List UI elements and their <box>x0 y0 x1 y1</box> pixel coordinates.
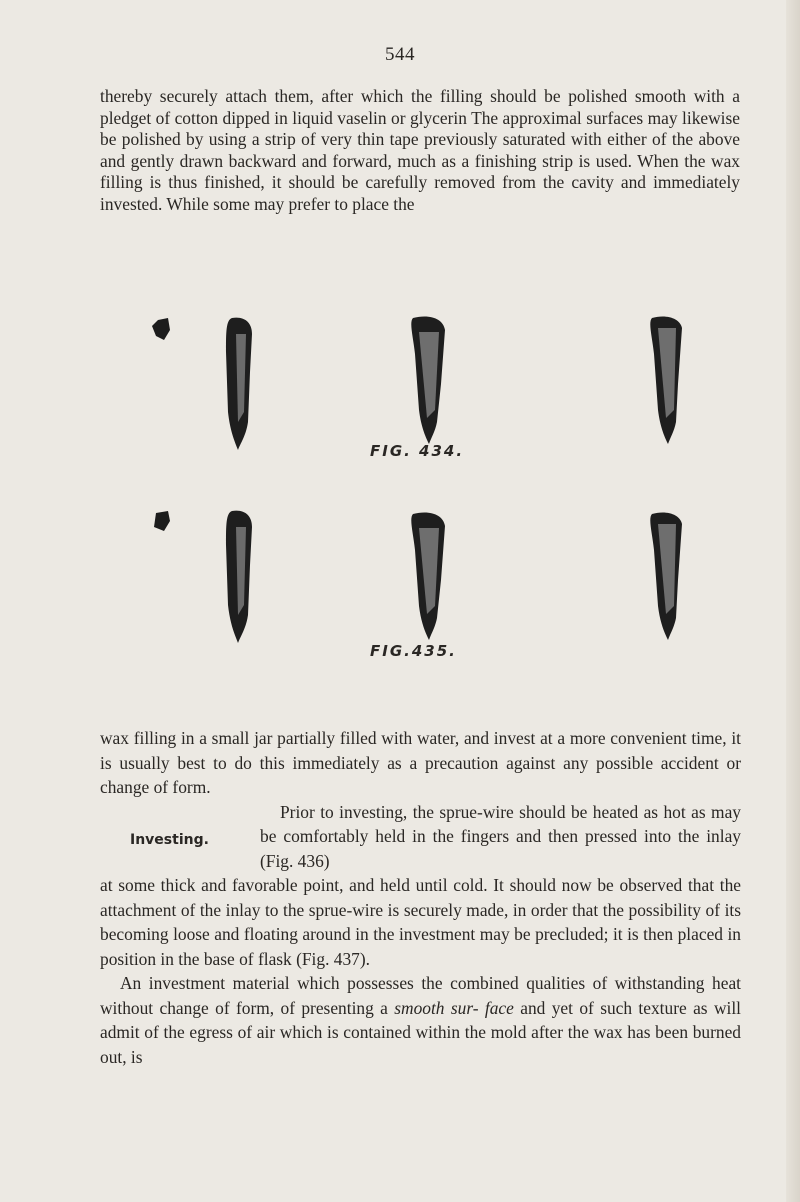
paragraph-investing-lead: Prior to investing, the sprue-wire should be heated as hot as may be comfortably held in the fingers and then pressed into the inlay (Fig. 436) <box>260 801 741 871</box>
investing-section <box>100 800 741 874</box>
top-paragraph <box>100 86 740 216</box>
lower-text-block <box>100 726 741 1069</box>
tooth-illustration-434-c <box>640 314 700 444</box>
investment-text-italic: smooth sur- face <box>394 997 514 1018</box>
tooth-illustration-435-b <box>395 510 465 640</box>
figure-435-caption: FIG.435. <box>370 642 457 660</box>
tooth-illustration-434-b <box>395 314 465 444</box>
investing-lead-text <box>260 800 741 874</box>
investment-text-end: and yet of such texture as will admit of the egress of air which is contained within the mold after the wax has been burned out, is <box>100 997 741 1067</box>
page-number: 544 <box>385 44 415 65</box>
tooth-illustration-434-a <box>140 312 280 452</box>
tooth-illustration-435-c <box>640 510 700 640</box>
side-heading-investing: Investing. <box>130 831 209 848</box>
investment-text-start: An investment material which possesses the combined qualities of withstanding heat without change of form, of presenting a <box>100 973 741 1018</box>
paragraph-investing-rest: at some thick and favorable point, and held until cold. It should now be observed that the attachment of the inlay to the sprue-wire is securely made, in order that the possibility of its becoming loose and floating around in the investment may be precluded; it is then placed in position in the base of flask (Fig. 437). <box>100 875 741 969</box>
paragraph-wax-filling: wax filling in a small jar partially filled with water, and invest at a more convenient time, it is usually best to do this immediately as a precaution against any possible accident or change of form. <box>100 728 741 797</box>
paragraph-investment-material <box>100 971 741 1069</box>
figure-434 <box>0 300 800 700</box>
tooth-illustration-435-a <box>140 505 280 645</box>
top-paragraph-text: thereby securely attach them, after which the filling should be polished smooth with a pledget of cotton dipped in liquid vaselin or glycerin The approximal surfaces may likewise be polished by using a strip of very thin tape previously saturated with either of the above and gently drawn backward and forward, much as a finishing strip is used. When the wax filling is thus finished, it should be carefully removed from the cavity and immediately invested. While some may prefer to place the <box>100 86 740 214</box>
figure-434-caption: FIG. 434. <box>370 442 465 460</box>
